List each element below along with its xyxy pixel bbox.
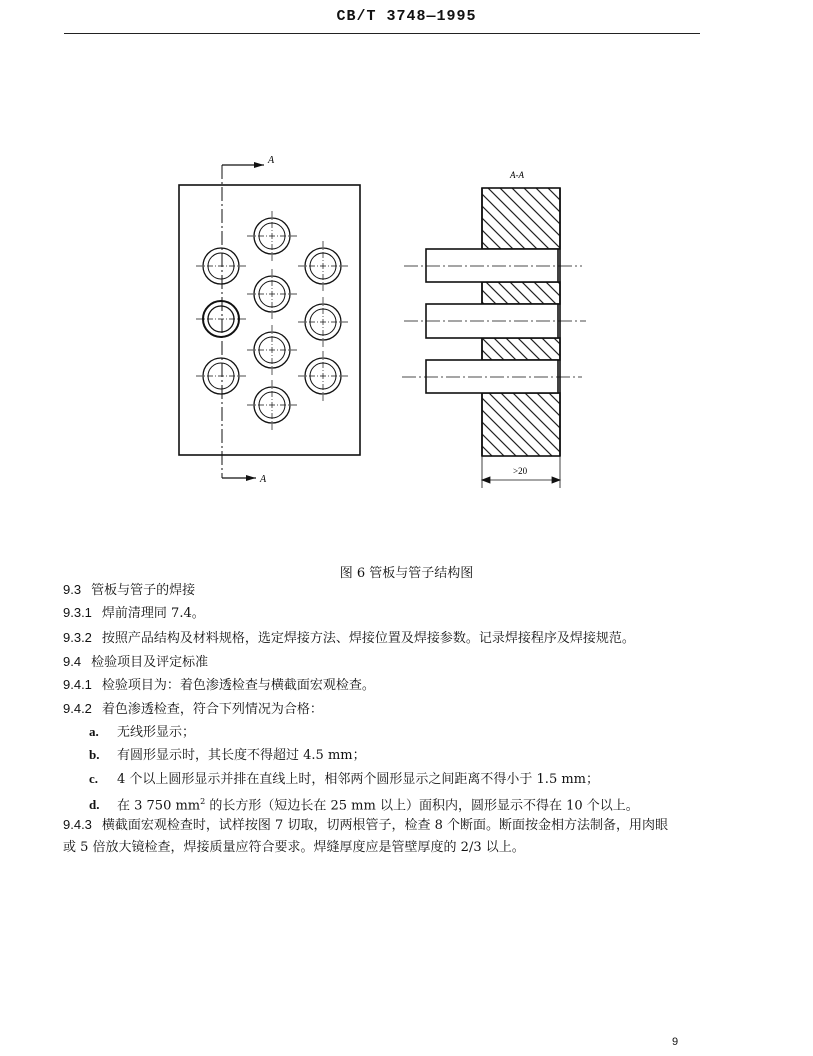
tube-holes: [196, 211, 348, 430]
tube-hole: [196, 358, 246, 394]
tube-hole: [196, 248, 246, 284]
item-letter: c.: [89, 771, 99, 786]
section-number: 9.4.2: [63, 701, 92, 716]
section-text: 检验项目及评定标准: [91, 655, 209, 670]
list-item-d: [89, 793, 639, 815]
section-text: 检验项目为：着色渗透检查与横截面宏观检查。: [101, 678, 375, 693]
figure-caption: 图 6 管板与管子结构图: [339, 566, 474, 581]
section-9-3-2: [63, 629, 635, 648]
section-text: 横截面宏观检查时，试样按图 7 切取，切两根管子，检查 8 个断面。断面按金相方法制备，用肉眼: [101, 818, 668, 833]
section-text: 管板与管子的焊接: [91, 583, 196, 598]
section-number: 9.4.1: [63, 677, 92, 692]
list-item-c: [89, 770, 599, 789]
plate-front-view: [179, 185, 360, 455]
section-9-4-2: [63, 700, 323, 719]
section-view-title: A-A: [510, 170, 524, 180]
header-rule: [64, 33, 700, 34]
item-text: 4 个以上圆形显示并排在直线上时，相邻两个圆形显示之间距离不得小于 1.5 mm；: [117, 772, 599, 787]
section-9-4-1: [63, 676, 375, 695]
item-letter: d.: [89, 797, 100, 813]
dimension-label: >20: [513, 466, 528, 476]
section-number: 9.3.1: [63, 605, 92, 620]
tube-plate-figure: [0, 140, 813, 540]
section-label-bottom: A: [260, 474, 267, 485]
item-letter: a.: [89, 724, 99, 739]
page-number: 9: [672, 1036, 679, 1048]
tube-hole: [247, 380, 297, 430]
item-text: 有圆形显示时，其长度不得超过 4.5 mm；: [117, 748, 366, 763]
list-item-b: [89, 746, 366, 765]
section-9-3: [63, 581, 195, 600]
section-9-3-1: [63, 604, 205, 623]
section-9-4-3-continued: 或 5 倍放大镜检查，焊接质量应符合要求。焊缝厚度应是管壁厚度的 2/3 以上。: [63, 840, 525, 855]
section-label-top: A: [268, 155, 275, 166]
standard-header: CB/T 3748—1995: [336, 8, 477, 25]
list-item-a: [89, 723, 195, 742]
item-superscript: 2: [200, 797, 206, 806]
item-text-after: 的长方形（短边长在 25 mm 以上）面积内，圆形显示不得在 10 个以上。: [205, 798, 639, 814]
section-number: 9.3: [63, 582, 82, 597]
section-9-4: [63, 653, 208, 672]
tube-hole: [298, 241, 348, 291]
section-number: 9.4.3: [63, 817, 92, 832]
section-text: 焊前清理同 7.4。: [101, 606, 205, 621]
tube-hole: [247, 211, 297, 261]
item-letter: b.: [89, 747, 100, 762]
item-text-before: 在 3 750 mm: [117, 798, 201, 814]
tube-hole: [298, 351, 348, 401]
section-number: 9.3.2: [63, 630, 92, 645]
tube-hole: [247, 269, 297, 319]
tube-hole: [298, 297, 348, 347]
section-text: 按照产品结构及材料规格，选定焊接方法、焊接位置及焊接参数。记录焊接程序及焊接规范。: [101, 631, 635, 646]
section-number: 9.4: [63, 654, 82, 669]
item-text: 无线形显示；: [117, 725, 196, 740]
section-9-4-3: [63, 816, 668, 835]
tube-hole: [247, 325, 297, 375]
tube-hole: [196, 301, 246, 337]
section-text: 着色渗透检查，符合下列情况为合格：: [101, 702, 323, 717]
